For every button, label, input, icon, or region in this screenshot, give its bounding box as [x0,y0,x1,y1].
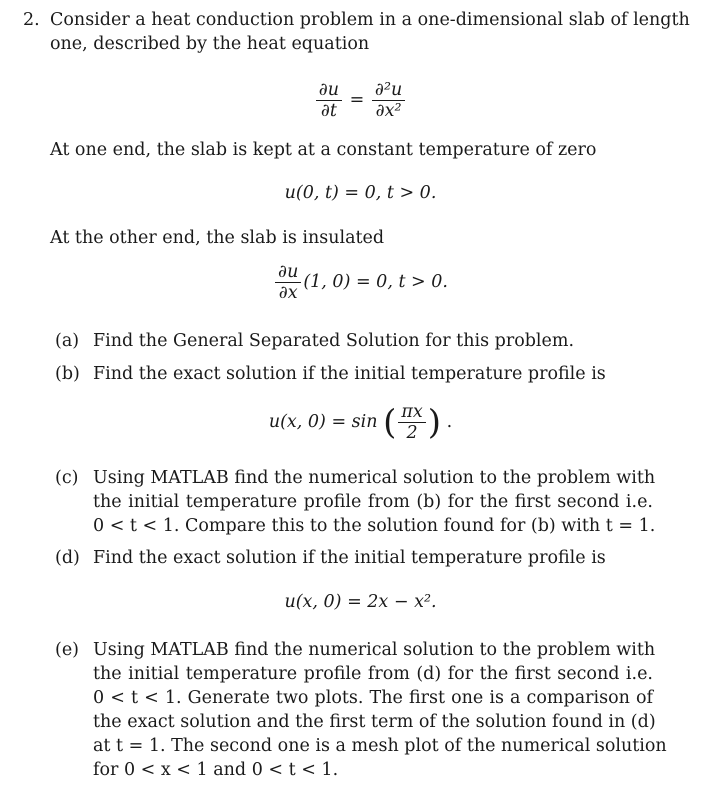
item-c-line-2: the initial temperature profile from (b) for the first second i.e. [93,492,653,512]
heat-equation [0,80,721,121]
pi-x-numerator: πx [398,402,425,423]
du-dt-numerator: ∂u [316,80,342,101]
item-d-line-1: Find the exact solution if the initial temperature profile is [93,548,606,568]
equals-sign: = [349,90,365,110]
item-b-label: (b) [55,364,80,384]
item-c-line-1: Using MATLAB find the numerical solution to the problem with [93,468,656,488]
right-paren: ) [427,402,442,443]
initial-condition-b [0,402,721,443]
ic-b-lhs: u(x, 0) = sin [268,412,378,432]
boundary-condition-1: u(0, t) = 0, t > 0. [284,183,437,203]
item-e-label: (e) [55,640,80,660]
du-dx-denominator: ∂x [278,283,298,303]
item-e-line-5: at t = 1. The second one is a mesh plot of the numerical solution [93,736,667,756]
item-e-line-1: Using MATLAB find the numerical solution to the problem with [93,640,656,660]
boundary-condition-2 [0,262,721,303]
left-paren: ( [383,402,397,443]
item-e-line-6: for 0 < x < 1 and 0 < t < 1. [93,760,339,780]
item-d-label: (d) [55,548,80,568]
du-dx-numerator: ∂u [275,262,301,283]
d2u-dx2-fraction [372,80,405,121]
item-c-label: (c) [55,468,79,488]
two-denominator: 2 [406,423,418,443]
du-dx-fraction [275,262,301,303]
item-b-line-1: Find the exact solution if the initial temperature profile is [93,364,606,384]
d2u-dx2-numerator: ∂²u [372,80,405,101]
d2u-dx2-denominator: ∂x² [375,101,402,121]
item-d-body [93,546,653,570]
pi-x-over-2-fraction [398,402,425,443]
problem-intro [50,8,690,56]
item-c-line-3: 0 < t < 1. Compare this to the solution found for (b) with t = 1. [93,516,656,536]
item-e-body [93,638,667,782]
boundary-text-1: At one end, the slab is kept at a constant temperature of zero [50,140,597,160]
du-dt-fraction [316,80,342,121]
boundary-text-2: At the other end, the slab is insulated [50,228,385,248]
bc2-rest: (1, 0) = 0, t > 0. [303,272,448,292]
item-e-line-4: the exact solution and the first term of the solution found in (d) [93,712,656,732]
item-a-line-1: Find the General Separated Solution for this problem. [93,331,575,351]
item-b-body [93,362,653,386]
item-a-body [93,329,653,353]
item-a-label: (a) [55,331,80,351]
item-e-line-3: 0 < t < 1. Generate two plots. The first one is a comparison of [93,688,653,708]
item-e-line-2: the initial temperature profile from (d) for the first second i.e. [93,664,653,684]
intro-line-1: Consider a heat conduction problem in a one-dimensional slab of length [50,10,690,30]
du-dt-denominator: ∂t [320,101,337,121]
problem-number: 2. [23,10,40,30]
item-c-body [93,466,656,538]
initial-condition-d: u(x, 0) = 2x − x². [284,592,437,612]
ic-b-period: . [446,412,453,432]
intro-line-2: one, described by the heat equation [50,34,370,54]
